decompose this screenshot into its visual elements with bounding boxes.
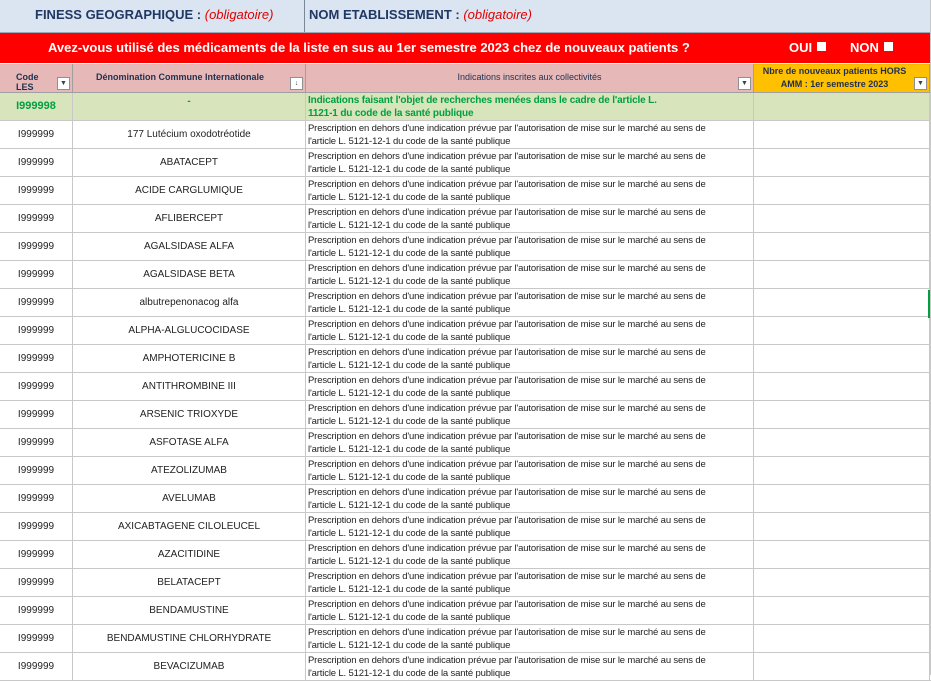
nb-patients-cell[interactable] — [754, 373, 930, 400]
header-nb-patients[interactable] — [754, 64, 930, 93]
code-cell[interactable]: I999999 — [0, 401, 73, 428]
dci-cell[interactable]: albutrepenonacog alfa — [73, 289, 306, 316]
code-cell[interactable]: I999999 — [0, 569, 73, 596]
table-body — [0, 93, 931, 681]
dci-cell[interactable]: ABATACEPT — [73, 149, 306, 176]
table-row — [0, 569, 931, 597]
table-row — [0, 317, 931, 345]
nom-required: (obligatoire) — [463, 7, 532, 22]
table-row — [0, 121, 931, 149]
indication-cell[interactable]: Indications faisant l'objet de recherches menées dans le cadre de l'article L. 1121-1 du code de la santé publique — [306, 93, 754, 120]
question-text: Avez-vous utilisé des médicaments de la liste en sus au 1er semestre 2023 chez de nouveaux patients ? — [48, 40, 690, 55]
dci-cell[interactable]: AXICABTAGENE CILOLEUCEL — [73, 513, 306, 540]
table-row — [0, 345, 931, 373]
indication-cell[interactable]: Prescription en dehors d'une indication prévue par l'autorisation de mise sur le marché au sens de l'article L. 5121-12-1 du code de la santé publique — [306, 485, 754, 512]
indication-cell[interactable]: Prescription en dehors d'une indication prévue par l'autorisation de mise sur le marché au sens de l'article L. 5121-12-1 du code de la santé publique — [306, 177, 754, 204]
dci-cell[interactable]: ARSENIC TRIOXYDE — [73, 401, 306, 428]
nb-patients-cell[interactable] — [754, 93, 930, 120]
dci-cell[interactable]: ASFOTASE ALFA — [73, 429, 306, 456]
dci-cell[interactable]: AZACITIDINE — [73, 541, 306, 568]
nb-patients-cell[interactable] — [754, 457, 930, 484]
row-list — [0, 121, 931, 681]
table-row — [0, 177, 931, 205]
table-row — [0, 289, 931, 317]
table-row — [0, 373, 931, 401]
non-checkbox[interactable] — [884, 42, 893, 51]
nb-patients-cell[interactable] — [754, 401, 930, 428]
nb-patients-cell[interactable] — [754, 149, 930, 176]
table-row — [0, 541, 931, 569]
indication-cell[interactable]: Prescription en dehors d'une indication prévue par l'autorisation de mise sur le marché au sens de l'article L. 5121-12-1 du code de la santé publique — [306, 457, 754, 484]
code-cell[interactable]: I999999 — [0, 289, 73, 316]
nb-patients-cell[interactable] — [754, 289, 930, 316]
header-dci[interactable] — [73, 64, 306, 93]
dci-cell[interactable]: BEVACIZUMAB — [73, 653, 306, 680]
table-row — [0, 513, 931, 541]
indication-cell[interactable]: Prescription en dehors d'une indication prévue par l'autorisation de mise sur le marché au sens de l'article L. 5121-12-1 du code de la santé publique — [306, 261, 754, 288]
indication-cell[interactable]: Prescription en dehors d'une indication prévue par l'autorisation de mise sur le marché au sens de l'article L. 5121-12-1 du code de la santé publique — [306, 121, 754, 148]
question-banner — [0, 33, 931, 63]
nb-patients-cell[interactable] — [754, 485, 930, 512]
nb-patients-cell[interactable] — [754, 541, 930, 568]
nb-patients-cell[interactable] — [754, 653, 930, 680]
column-header-row — [0, 64, 931, 93]
table-row-research — [0, 93, 931, 121]
nb-patients-cell[interactable] — [754, 597, 930, 624]
code-cell[interactable]: I999999 — [0, 345, 73, 372]
dci-cell[interactable]: ACIDE CARGLUMIQUE — [73, 177, 306, 204]
finess-label: FINESS GEOGRAPHIQUE : — [35, 7, 205, 22]
filter-dropdown-icon[interactable]: ▼ — [57, 77, 70, 90]
code-cell[interactable]: I999999 — [0, 233, 73, 260]
indication-cell[interactable]: Prescription en dehors d'une indication prévue par l'autorisation de mise sur le marché au sens de l'article L. 5121-12-1 du code de la santé publique — [306, 429, 754, 456]
dci-cell[interactable]: - — [73, 93, 306, 120]
sort-filter-icon[interactable]: ↓ — [290, 77, 303, 90]
nb-patients-cell[interactable] — [754, 205, 930, 232]
indication-cell[interactable]: Prescription en dehors d'une indication prévue par l'autorisation de mise sur le marché au sens de l'article L. 5121-12-1 du code de la santé publique — [306, 625, 754, 652]
table-row — [0, 485, 931, 513]
code-cell[interactable]: I999999 — [0, 373, 73, 400]
oui-checkbox[interactable] — [817, 42, 826, 51]
header-nb-label: Nbre de nouveaux patients HORS AMM : 1er semestre 2023 — [762, 66, 907, 89]
header-code-label: Code LES — [16, 72, 39, 92]
code-cell[interactable]: I999999 — [0, 653, 73, 680]
oui-label: OUI — [789, 40, 813, 55]
code-cell[interactable]: I999999 — [0, 177, 73, 204]
indication-cell[interactable]: Prescription en dehors d'une indication prévue par l'autorisation de mise sur le marché au sens de l'article L. 5121-12-1 du code de la santé publique — [306, 541, 754, 568]
nb-patients-cell[interactable] — [754, 121, 930, 148]
code-cell[interactable]: I999999 — [0, 149, 73, 176]
table-row — [0, 233, 931, 261]
indication-cell[interactable]: Prescription en dehors d'une indication prévue par l'autorisation de mise sur le marché au sens de l'article L. 5121-12-1 du code de la santé publique — [306, 205, 754, 232]
code-cell[interactable]: I999999 — [0, 485, 73, 512]
code-cell[interactable]: I999999 — [0, 261, 73, 288]
dci-cell[interactable]: ALPHA-ALGLUCOCIDASE — [73, 317, 306, 344]
indication-cell[interactable]: Prescription en dehors d'une indication prévue par l'autorisation de mise sur le marché au sens de l'article L. 5121-12-1 du code de la santé publique — [306, 345, 754, 372]
indication-cell[interactable]: Prescription en dehors d'une indication prévue par l'autorisation de mise sur le marché au sens de l'article L. 5121-12-1 du code de la santé publique — [306, 653, 754, 680]
nb-patients-cell[interactable] — [754, 317, 930, 344]
option-non[interactable] — [850, 33, 893, 63]
dci-cell[interactable]: AMPHOTERICINE B — [73, 345, 306, 372]
nb-patients-cell[interactable] — [754, 177, 930, 204]
indication-cell[interactable]: Prescription en dehors d'une indication prévue par l'autorisation de mise sur le marché au sens de l'article L. 5121-12-1 du code de la santé publique — [306, 233, 754, 260]
code-cell[interactable]: I999999 — [0, 457, 73, 484]
table-row — [0, 625, 931, 653]
dci-cell[interactable]: ATEZOLIZUMAB — [73, 457, 306, 484]
indication-cell[interactable]: Prescription en dehors d'une indication prévue par l'autorisation de mise sur le marché au sens de l'article L. 5121-12-1 du code de la santé publique — [306, 289, 754, 316]
indication-cell[interactable]: Prescription en dehors d'une indication prévue par l'autorisation de mise sur le marché au sens de l'article L. 5121-12-1 du code de la santé publique — [306, 317, 754, 344]
finess-required: (obligatoire) — [204, 7, 274, 22]
dci-cell[interactable]: AVELUMAB — [73, 485, 306, 512]
establishment-info-row — [0, 0, 931, 33]
nb-patients-cell[interactable] — [754, 429, 930, 456]
table-row — [0, 205, 931, 233]
code-cell[interactable]: I999998 — [0, 93, 73, 120]
header-dci-label: Dénomination Commune Internationale — [95, 72, 264, 82]
code-cell[interactable]: I999999 — [0, 597, 73, 624]
cell-selection-marker — [928, 290, 930, 318]
dci-cell[interactable]: ANTITHROMBINE III — [73, 373, 306, 400]
non-label: NON — [850, 40, 879, 55]
table-row — [0, 401, 931, 429]
nb-patients-cell[interactable] — [754, 345, 930, 372]
dci-cell[interactable]: 177 Lutécium oxodotréotide — [73, 121, 306, 148]
header-indications[interactable] — [306, 64, 754, 93]
nb-patients-cell[interactable] — [754, 513, 930, 540]
code-cell[interactable]: I999999 — [0, 513, 73, 540]
header-code-les[interactable] — [0, 64, 73, 93]
table-row — [0, 261, 931, 289]
nom-etablissement-cell[interactable] — [305, 0, 931, 32]
dci-cell[interactable]: BENDAMUSTINE CHLORHYDRATE — [73, 625, 306, 652]
code-cell[interactable]: I999999 — [0, 205, 73, 232]
code-cell[interactable]: I999999 — [0, 121, 73, 148]
header-indications-label: Indications inscrites aux collectivités — [457, 72, 602, 82]
dci-cell[interactable]: AFLIBERCEPT — [73, 205, 306, 232]
option-oui[interactable] — [789, 33, 826, 63]
table-row — [0, 597, 931, 625]
indication-cell[interactable]: Prescription en dehors d'une indication prévue par l'autorisation de mise sur le marché au sens de l'article L. 5121-12-1 du code de la santé publique — [306, 569, 754, 596]
dci-cell[interactable]: AGALSIDASE ALFA — [73, 233, 306, 260]
nb-patients-cell[interactable] — [754, 233, 930, 260]
dci-cell[interactable]: BENDAMUSTINE — [73, 597, 306, 624]
nb-patients-cell[interactable] — [754, 261, 930, 288]
code-cell[interactable]: I999999 — [0, 317, 73, 344]
filter-dropdown-icon[interactable]: ▼ — [914, 77, 927, 90]
filter-dropdown-icon[interactable]: ▼ — [738, 77, 751, 90]
dci-cell[interactable]: AGALSIDASE BETA — [73, 261, 306, 288]
nom-label: NOM ETABLISSEMENT : — [309, 7, 464, 22]
table-row — [0, 653, 931, 681]
table-row — [0, 429, 931, 457]
code-cell[interactable]: I999999 — [0, 625, 73, 652]
indication-cell[interactable]: Prescription en dehors d'une indication prévue par l'autorisation de mise sur le marché au sens de l'article L. 5121-12-1 du code de la santé publique — [306, 401, 754, 428]
nb-patients-cell[interactable] — [754, 625, 930, 652]
finess-cell[interactable] — [0, 0, 305, 32]
indication-cell[interactable]: Prescription en dehors d'une indication prévue par l'autorisation de mise sur le marché au sens de l'article L. 5121-12-1 du code de la santé publique — [306, 597, 754, 624]
code-cell[interactable]: I999999 — [0, 541, 73, 568]
code-cell[interactable]: I999999 — [0, 429, 73, 456]
dci-cell[interactable]: BELATACEPT — [73, 569, 306, 596]
table-row — [0, 149, 931, 177]
nb-patients-cell[interactable] — [754, 569, 930, 596]
table-row — [0, 457, 931, 485]
indication-cell[interactable]: Prescription en dehors d'une indication prévue par l'autorisation de mise sur le marché au sens de l'article L. 5121-12-1 du code de la santé publique — [306, 149, 754, 176]
indication-cell[interactable]: Prescription en dehors d'une indication prévue par l'autorisation de mise sur le marché au sens de l'article L. 5121-12-1 du code de la santé publique — [306, 513, 754, 540]
indication-cell[interactable]: Prescription en dehors d'une indication prévue par l'autorisation de mise sur le marché au sens de l'article L. 5121-12-1 du code de la santé publique — [306, 373, 754, 400]
